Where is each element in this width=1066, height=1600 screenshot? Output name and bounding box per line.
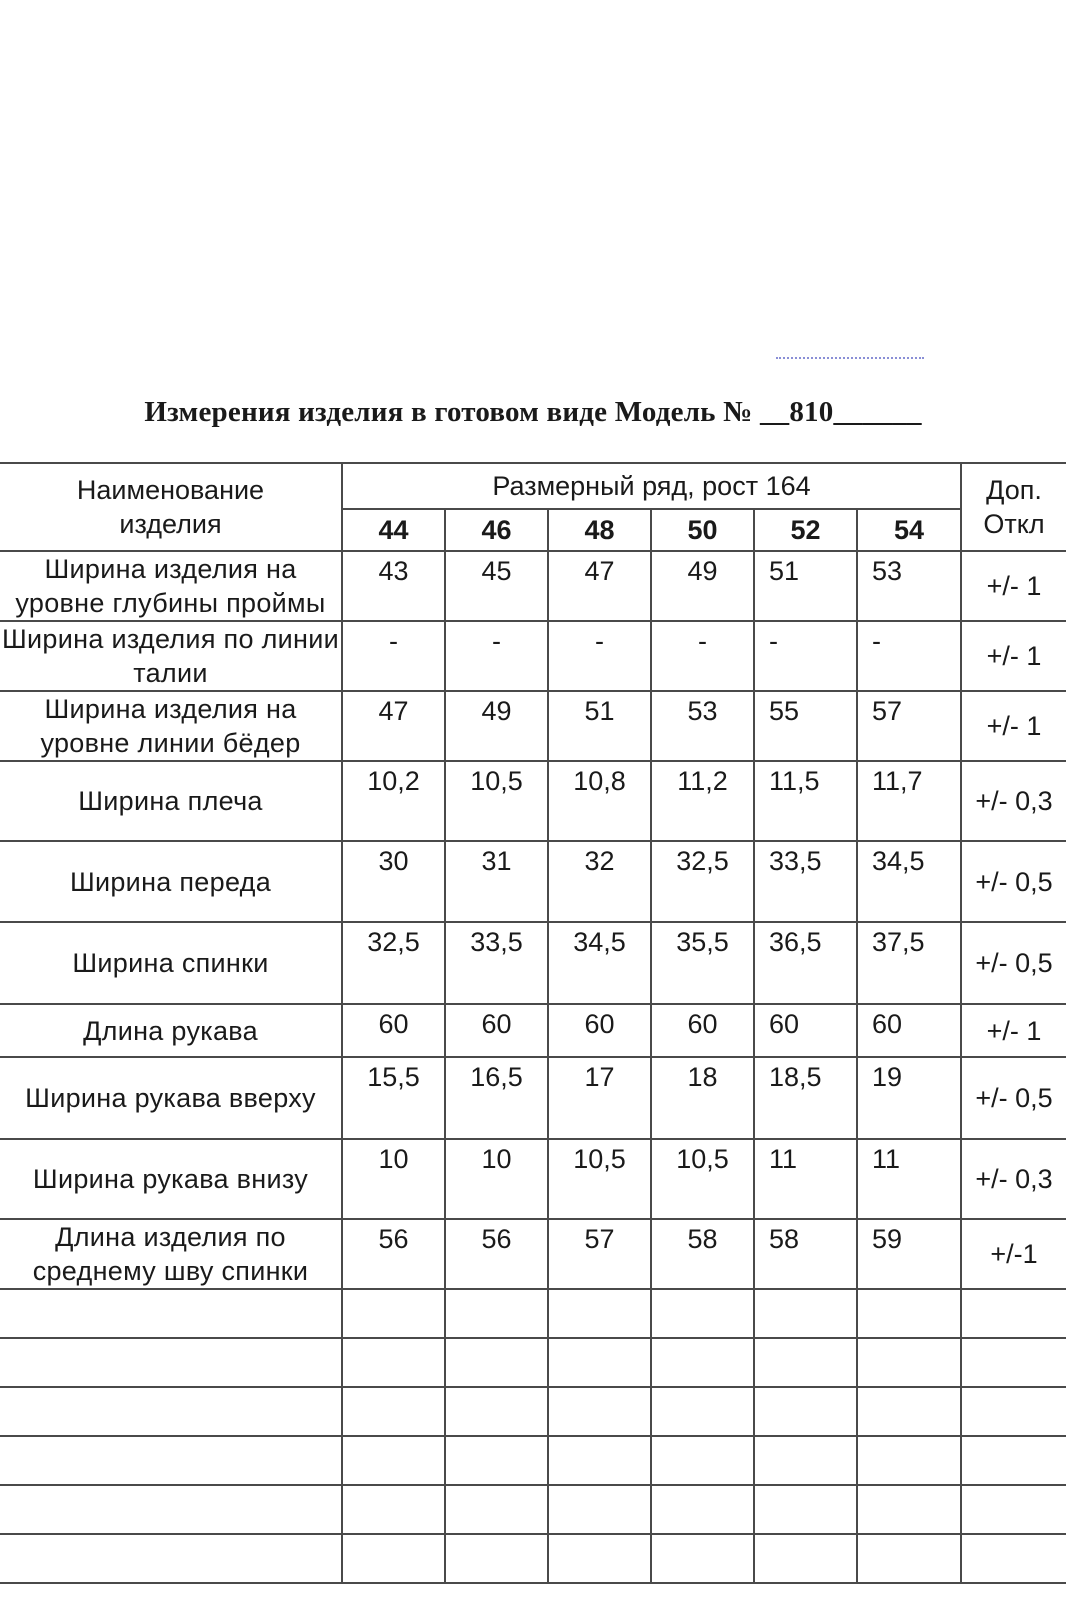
empty-cell xyxy=(0,1485,342,1534)
empty-cell xyxy=(961,1289,1066,1338)
size-header: 46 xyxy=(445,509,548,551)
measurement-value: 47 xyxy=(548,551,651,621)
empty-cell xyxy=(0,1289,342,1338)
measurement-value: 60 xyxy=(857,1004,961,1057)
size-header: 52 xyxy=(754,509,857,551)
empty-cell xyxy=(754,1485,857,1534)
tolerance-value: +/- 1 xyxy=(961,621,1066,691)
tolerance-value: +/-1 xyxy=(961,1219,1066,1289)
empty-row xyxy=(0,1387,1066,1436)
empty-cell xyxy=(0,1387,342,1436)
measurement-value: - xyxy=(754,621,857,691)
tolerance-value: +/- 0,3 xyxy=(961,761,1066,841)
measurement-value: 49 xyxy=(445,691,548,761)
empty-cell xyxy=(857,1387,961,1436)
measurement-value: 18 xyxy=(651,1057,754,1139)
empty-cell xyxy=(0,1338,342,1387)
measurement-value: 32,5 xyxy=(651,841,754,922)
measurement-value: 10,5 xyxy=(445,761,548,841)
tolerance-label-line1: Доп. xyxy=(986,475,1042,505)
tolerance-value: +/- 0,5 xyxy=(961,1057,1066,1139)
measurement-value: - xyxy=(651,621,754,691)
measurement-value: 19 xyxy=(857,1057,961,1139)
empty-cell xyxy=(342,1485,445,1534)
empty-cell xyxy=(857,1436,961,1485)
empty-cell xyxy=(445,1485,548,1534)
tolerance-label-line2: Откл xyxy=(983,509,1045,539)
name-label-line2: изделия xyxy=(119,509,222,539)
measurements-table xyxy=(0,462,1066,1584)
empty-cell xyxy=(651,1436,754,1485)
table-row xyxy=(0,1219,1066,1289)
empty-cell xyxy=(548,1436,651,1485)
empty-cell xyxy=(754,1338,857,1387)
measurement-value: 11,5 xyxy=(754,761,857,841)
empty-cell xyxy=(961,1338,1066,1387)
tolerance-value: +/- 0,5 xyxy=(961,922,1066,1004)
table-row xyxy=(0,1004,1066,1057)
table-row xyxy=(0,621,1066,691)
measurement-value: 56 xyxy=(445,1219,548,1289)
name-label-line1: Наименование xyxy=(76,475,265,505)
measurement-name: Ширина спинки xyxy=(0,922,342,1004)
column-header-tolerance xyxy=(961,463,1066,551)
measurement-value: 60 xyxy=(342,1004,445,1057)
empty-cell xyxy=(342,1436,445,1485)
measurement-value: 53 xyxy=(857,551,961,621)
empty-cell xyxy=(961,1436,1066,1485)
measurement-value: 33,5 xyxy=(754,841,857,922)
measurement-value: 11,2 xyxy=(651,761,754,841)
dotted-underline xyxy=(776,357,924,359)
measurement-value: 10,5 xyxy=(548,1139,651,1219)
measurement-name: Длина рукава xyxy=(0,1004,342,1057)
measurement-value: - xyxy=(548,621,651,691)
measurement-value: 30 xyxy=(342,841,445,922)
measurement-value: - xyxy=(445,621,548,691)
measurement-value: 33,5 xyxy=(445,922,548,1004)
measurement-value: 49 xyxy=(651,551,754,621)
measurement-value: 11,7 xyxy=(857,761,961,841)
measurement-value: 17 xyxy=(548,1057,651,1139)
table-body xyxy=(0,551,1066,1583)
empty-cell xyxy=(857,1289,961,1338)
table-row xyxy=(0,1057,1066,1139)
measurement-value: 58 xyxy=(651,1219,754,1289)
empty-cell xyxy=(548,1485,651,1534)
empty-row xyxy=(0,1534,1066,1583)
size-header: 50 xyxy=(651,509,754,551)
empty-cell xyxy=(754,1436,857,1485)
empty-row xyxy=(0,1289,1066,1338)
measurement-value: 60 xyxy=(548,1004,651,1057)
empty-cell xyxy=(342,1387,445,1436)
empty-cell xyxy=(445,1289,548,1338)
measurement-name: Ширина переда xyxy=(0,841,342,922)
size-range-header: Размерный ряд, рост 164 xyxy=(342,463,961,509)
measurement-value: 15,5 xyxy=(342,1057,445,1139)
tolerance-value: +/- 1 xyxy=(961,551,1066,621)
measurement-value: 45 xyxy=(445,551,548,621)
empty-cell xyxy=(0,1534,342,1583)
tolerance-value: +/- 1 xyxy=(961,691,1066,761)
measurement-value: 32,5 xyxy=(342,922,445,1004)
empty-cell xyxy=(651,1485,754,1534)
table-row xyxy=(0,761,1066,841)
measurement-value: 60 xyxy=(754,1004,857,1057)
empty-cell xyxy=(754,1534,857,1583)
measurement-name: Ширина рукава вверху xyxy=(0,1057,342,1139)
measurement-value: 51 xyxy=(548,691,651,761)
measurement-name: Ширина изделия на уровне глубины проймы xyxy=(0,551,342,621)
tolerance-value: +/- 1 xyxy=(961,1004,1066,1057)
measurement-value: - xyxy=(342,621,445,691)
empty-cell xyxy=(857,1534,961,1583)
table-row xyxy=(0,551,1066,621)
measurement-value: 34,5 xyxy=(548,922,651,1004)
measurement-name: Ширина рукава внизу xyxy=(0,1139,342,1219)
measurement-value: 36,5 xyxy=(754,922,857,1004)
measurement-value: 43 xyxy=(342,551,445,621)
measurement-value: 32 xyxy=(548,841,651,922)
table-row xyxy=(0,1139,1066,1219)
measurement-value: 59 xyxy=(857,1219,961,1289)
empty-cell xyxy=(342,1338,445,1387)
empty-row xyxy=(0,1338,1066,1387)
measurement-value: 51 xyxy=(754,551,857,621)
empty-cell xyxy=(445,1387,548,1436)
measurement-value: - xyxy=(857,621,961,691)
measurement-name: Ширина изделия на уровне линии бёдер xyxy=(0,691,342,761)
measurement-value: 34,5 xyxy=(857,841,961,922)
measurement-value: 35,5 xyxy=(651,922,754,1004)
empty-cell xyxy=(754,1289,857,1338)
empty-cell xyxy=(548,1289,651,1338)
size-header: 48 xyxy=(548,509,651,551)
measurement-value: 11 xyxy=(857,1139,961,1219)
measurement-value: 58 xyxy=(754,1219,857,1289)
measurement-value: 10 xyxy=(445,1139,548,1219)
measurement-value: 60 xyxy=(651,1004,754,1057)
empty-cell xyxy=(961,1485,1066,1534)
tolerance-value: +/- 0,5 xyxy=(961,841,1066,922)
table-row xyxy=(0,841,1066,922)
measurement-value: 57 xyxy=(857,691,961,761)
measurement-value: 18,5 xyxy=(754,1057,857,1139)
measurement-value: 10 xyxy=(342,1139,445,1219)
table-row xyxy=(0,922,1066,1004)
table-row xyxy=(0,691,1066,761)
document-title: Измерения изделия в готовом виде Модель № __810______ xyxy=(144,396,922,428)
size-header: 44 xyxy=(342,509,445,551)
measurement-value: 16,5 xyxy=(445,1057,548,1139)
measurement-value: 10,8 xyxy=(548,761,651,841)
tolerance-value: +/- 0,3 xyxy=(961,1139,1066,1219)
empty-row xyxy=(0,1436,1066,1485)
measurement-value: 60 xyxy=(445,1004,548,1057)
empty-cell xyxy=(548,1387,651,1436)
empty-cell xyxy=(548,1338,651,1387)
empty-cell xyxy=(651,1387,754,1436)
empty-cell xyxy=(445,1436,548,1485)
empty-cell xyxy=(651,1289,754,1338)
measurement-name: Ширина изделия по линии талии xyxy=(0,621,342,691)
empty-cell xyxy=(754,1387,857,1436)
measurement-value: 37,5 xyxy=(857,922,961,1004)
measurement-name: Ширина плеча xyxy=(0,761,342,841)
size-header: 54 xyxy=(857,509,961,551)
empty-cell xyxy=(548,1534,651,1583)
empty-cell xyxy=(342,1534,445,1583)
empty-cell xyxy=(961,1534,1066,1583)
empty-cell xyxy=(651,1534,754,1583)
empty-cell xyxy=(445,1534,548,1583)
empty-cell xyxy=(961,1387,1066,1436)
measurement-value: 31 xyxy=(445,841,548,922)
measurement-value: 55 xyxy=(754,691,857,761)
column-header-name xyxy=(0,463,342,551)
measurement-value: 56 xyxy=(342,1219,445,1289)
measurement-name: Длина изделия по среднему шву спинки xyxy=(0,1219,342,1289)
empty-cell xyxy=(857,1485,961,1534)
empty-cell xyxy=(857,1338,961,1387)
measurement-value: 53 xyxy=(651,691,754,761)
measurement-value: 10,5 xyxy=(651,1139,754,1219)
empty-cell xyxy=(0,1436,342,1485)
empty-row xyxy=(0,1485,1066,1534)
empty-cell xyxy=(445,1338,548,1387)
measurement-value: 47 xyxy=(342,691,445,761)
empty-cell xyxy=(651,1338,754,1387)
empty-cell xyxy=(342,1289,445,1338)
measurement-value: 57 xyxy=(548,1219,651,1289)
measurement-value: 11 xyxy=(754,1139,857,1219)
measurement-value: 10,2 xyxy=(342,761,445,841)
